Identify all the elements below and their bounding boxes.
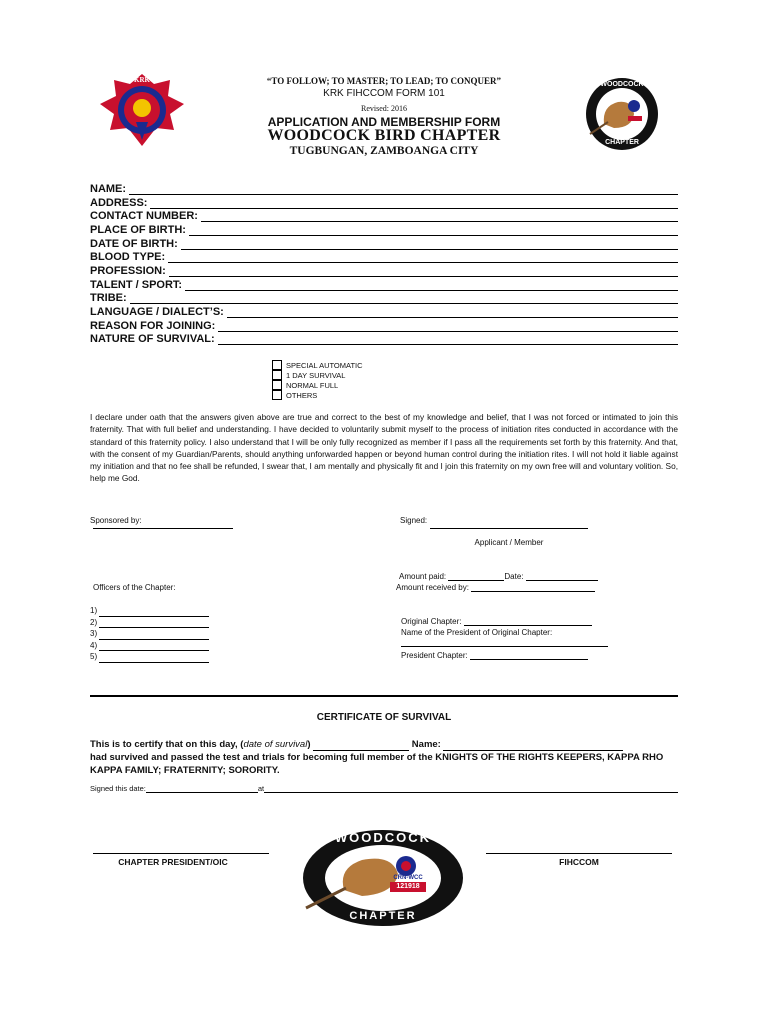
certificate-title: CERTIFICATE OF SURVIVAL xyxy=(316,712,452,723)
seal-code-2: 121918 xyxy=(396,883,420,890)
field-talent-sport[interactable]: TALENT / SPORT: xyxy=(90,278,678,291)
checkbox[interactable] xyxy=(272,380,282,390)
field-name[interactable]: NAME: xyxy=(90,182,678,195)
officer-row[interactable]: 3) xyxy=(90,628,209,640)
field-nature-of-survival[interactable]: NATURE OF SURVIVAL: xyxy=(90,332,678,345)
motto: “TO FOLLOW; TO MASTER; TO LEAD; TO CONQUER” xyxy=(266,76,502,86)
president-original-label: Name of the President of Original Chapter: xyxy=(401,628,553,637)
certificate-name-line[interactable] xyxy=(443,742,623,751)
signed-place-line[interactable] xyxy=(264,784,678,793)
krk-logo-text: KRK xyxy=(134,76,150,84)
officer-row[interactable]: 5) xyxy=(90,651,209,663)
krk-emblem-logo xyxy=(94,70,190,150)
woodcock-chapter-seal xyxy=(302,828,464,928)
field-blood-type[interactable]: BLOOD TYPE: xyxy=(90,250,678,263)
date-of-survival-line[interactable] xyxy=(313,742,409,751)
amount-paid-row: Amount paid: Date: xyxy=(399,572,598,581)
amount-received-line[interactable] xyxy=(471,583,595,592)
field-date-of-birth[interactable]: DATE OF BIRTH: xyxy=(90,237,678,250)
chapter-name: WOODCOCK BIRD CHAPTER xyxy=(267,127,501,144)
officer-row[interactable]: 4) xyxy=(90,640,209,652)
signed-this-date-row: Signed this date: at xyxy=(90,784,678,793)
application-title: APPLICATION AND MEMBERSHIP FORM xyxy=(267,115,501,129)
woodcock-chapter-logo xyxy=(584,76,660,152)
field-language-dialects[interactable]: LANGUAGE / DIALECT’S: xyxy=(90,305,678,318)
chapter-location: TUGBUNGAN, ZAMBOANGA CITY xyxy=(289,145,479,157)
officer-row[interactable]: 2) xyxy=(90,617,209,629)
applicant-member-label: Applicant / Member xyxy=(474,538,544,547)
field-place-of-birth[interactable]: PLACE OF BIRTH: xyxy=(90,223,678,236)
officers-list xyxy=(90,605,209,663)
date-line[interactable] xyxy=(526,572,598,581)
woodcock-logo-bottom-text: CHAPTER xyxy=(605,139,639,146)
original-chapter-line[interactable] xyxy=(464,617,592,626)
field-tribe[interactable]: TRIBE: xyxy=(90,291,678,304)
amount-paid-line[interactable] xyxy=(448,572,504,581)
field-contact-number[interactable]: CONTACT NUMBER: xyxy=(90,209,678,222)
seal-bottom-text: CHAPTER xyxy=(349,910,417,922)
sponsor-signature-line[interactable] xyxy=(93,528,233,529)
certificate-line-1: This is to certify that on this day, (date of survival) Name: xyxy=(90,738,678,751)
amount-received-row: Amount received by: xyxy=(396,583,595,592)
checkbox[interactable] xyxy=(272,370,282,380)
field-address[interactable]: ADDRESS: xyxy=(90,196,678,209)
checkbox[interactable] xyxy=(272,360,282,370)
woodcock-logo-top-text: WOODCOCK xyxy=(600,81,644,88)
president-chapter-line[interactable] xyxy=(470,651,588,660)
revised-year: Revised: 2016 xyxy=(361,104,407,113)
officer-row[interactable]: 1) xyxy=(90,605,209,617)
fihccom-label: FIHCCOM xyxy=(559,857,599,867)
certificate-body: had survived and passed the test and trials for becoming full member of the KNIGHTS OF THE RIGHTS KEEPERS, KAPPA RHO KAPPA FAMILY; FRATERNITY; SORORITY. xyxy=(90,752,664,776)
field-profession[interactable]: PROFESSION: xyxy=(90,264,678,277)
seal-code-1: CRN-WCC xyxy=(393,875,423,881)
seal-top-text: WOODCOCK xyxy=(334,830,432,845)
sponsored-by-label: Sponsored by: xyxy=(90,516,142,525)
section-divider xyxy=(90,695,678,697)
fihccom-signature-line[interactable] xyxy=(486,853,672,854)
president-chapter-row: President Chapter: xyxy=(401,651,588,660)
applicant-signature-line[interactable] xyxy=(430,528,588,529)
option-others[interactable]: OTHERS xyxy=(272,390,317,400)
option-normal-full[interactable]: NORMAL FULL xyxy=(272,380,338,390)
original-chapter-row: Original Chapter: xyxy=(401,617,592,626)
checkbox[interactable] xyxy=(272,390,282,400)
president-original-line[interactable] xyxy=(401,646,608,647)
option-1-day-survival[interactable]: 1 DAY SURVIVAL xyxy=(272,370,345,380)
president-oic-label: CHAPTER PRESIDENT/OIC xyxy=(118,857,228,867)
declaration-text: I declare under oath that the answers given above are true and correct to the best of my knowledge and belief, that I was not forced or intimated to join this fraternity. That with full belief and understanding. I have decided to voluntarily submit myself to the process of initiation rites conducted in accordance with the standard of this fraternity policy. I also understand that I will be only fully recognized as member if I pass all the requirements set forth by this fraternity. And that, with the consent of my Guardian/Parents, should anything unforwarded happen or beyond human control during the initiation rites. I will not hold it liable against my initiation and that no fee shall be refunded, I swear that, I am mentally and physically fit and I join this fraternity on my own free will and voluntary volition. So, help me God. xyxy=(90,412,678,484)
option-special-automatic[interactable]: SPECIAL AUTOMATIC xyxy=(272,360,363,370)
officers-label: Officers of the Chapter: xyxy=(93,583,176,592)
signed-date-line[interactable] xyxy=(146,784,258,793)
certificate-text xyxy=(90,738,678,777)
president-oic-signature-line[interactable] xyxy=(93,853,269,854)
signed-label: Signed: xyxy=(400,516,428,525)
field-reason-for-joining[interactable]: REASON FOR JOINING: xyxy=(90,319,678,332)
form-number: KRK FIHCCOM FORM 101 xyxy=(323,88,445,99)
